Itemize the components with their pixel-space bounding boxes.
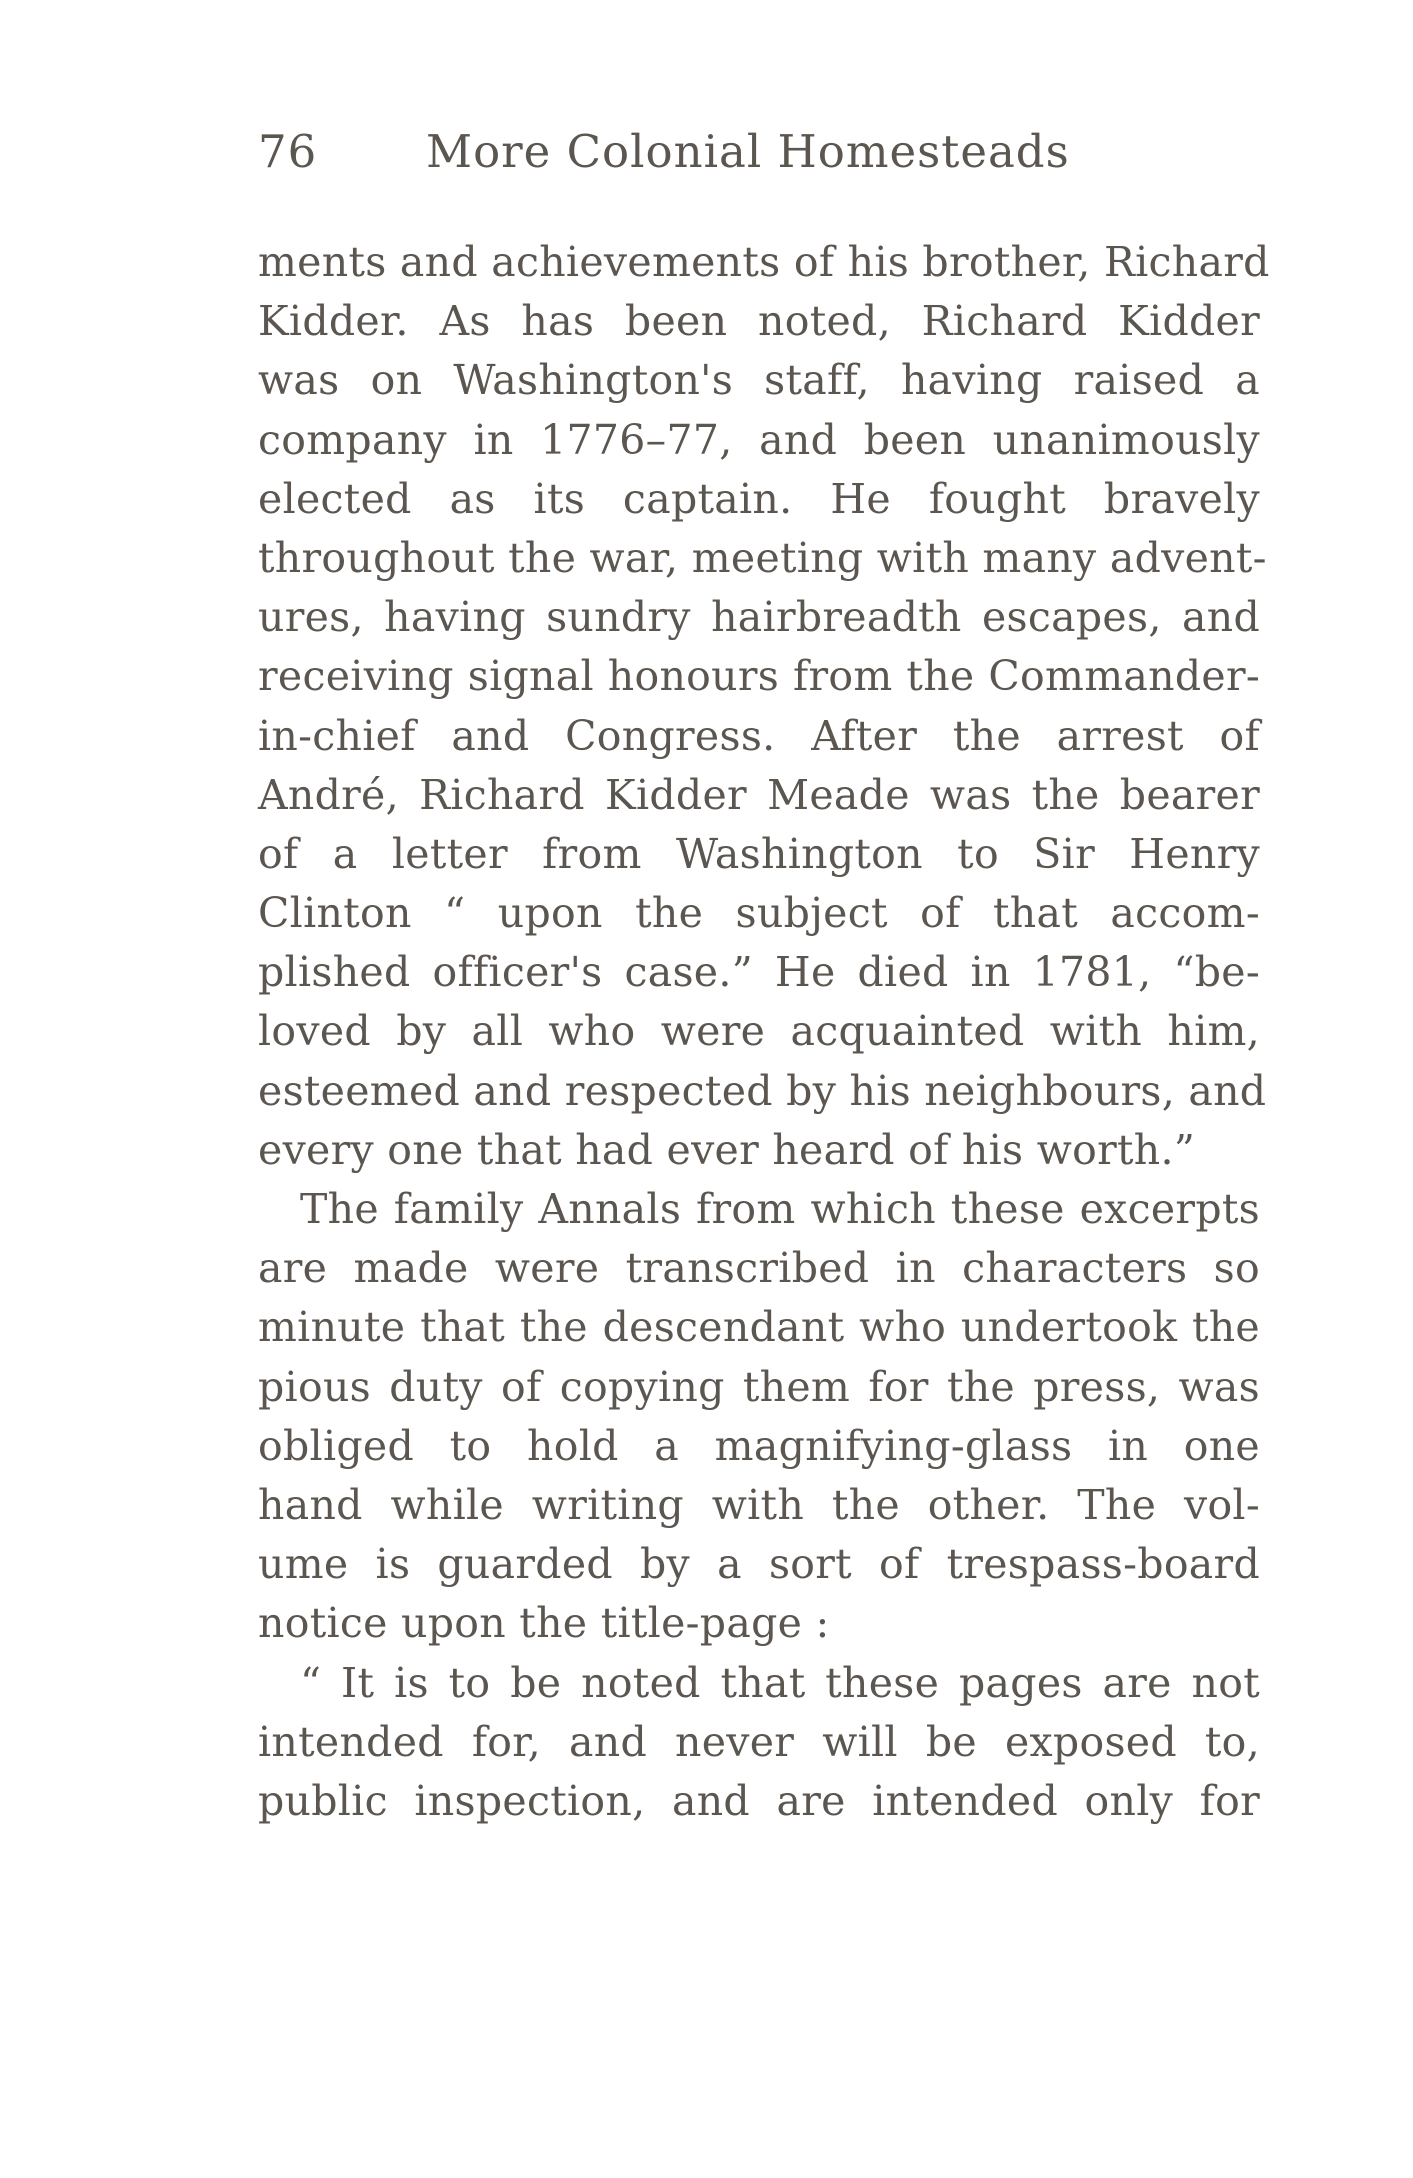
text-line: elected as its captain. He fought bravely [258,474,1260,523]
paragraph-first-line: “ It is to be noted that these pages are not [300,1658,1260,1707]
page-number: 76 [258,125,318,178]
text-line: throughout the war, meeting with many advent- [258,533,1267,582]
running-title: More Colonial Homesteads [426,125,1070,178]
text-line: hand while writing with the other. The vol- [258,1480,1260,1529]
text-line: receiving signal honours from the Commander- [258,652,1260,701]
text-line: ments and achievements of his brother, Richard [258,238,1270,286]
running-head [258,122,1258,182]
text-line: notice upon the title-page : [258,1599,830,1648]
text-line: was on Washington's staff, having raised a [258,356,1260,405]
text-line: ume is guarded by a sort of trespass-board [258,1540,1260,1589]
text-line: ures, having sundry hairbreadth escapes, and [258,593,1260,642]
body-text [258,233,1270,1831]
text-line: every one that had ever heard of his worth.” [258,1125,1196,1174]
text-line: pious duty of copying them for the press, was [258,1362,1260,1411]
text-line: plished officer's case.” He died in 1781, “be- [258,948,1260,997]
text-line: intended for, and never will be exposed to, [258,1717,1260,1766]
text-line: company in 1776–77, and been unanimously [258,415,1260,464]
text-line: esteemed and respected by his neighbours, and [258,1066,1267,1115]
text-line: in-chief and Congress. After the arrest of [258,711,1260,760]
text-line: André, Richard Kidder Meade was the bearer [258,770,1260,819]
paragraph-first-line: The family Annals from which these excerpts [300,1185,1260,1233]
text-line: of a letter from Washington to Sir Henry [258,829,1260,878]
text-line: obliged to hold a magnifying-glass in one [258,1421,1260,1470]
text-line: public inspection, and are intended only for [258,1776,1260,1825]
text-line: minute that the descendant who undertook the [258,1303,1260,1352]
text-line: are made were transcribed in characters so [258,1244,1260,1293]
text-line: Clinton “ upon the subject of that accom- [258,889,1260,938]
text-line: Kidder. As has been noted, Richard Kidder [258,297,1260,346]
text-line: loved by all who were acquainted with him, [258,1007,1260,1056]
